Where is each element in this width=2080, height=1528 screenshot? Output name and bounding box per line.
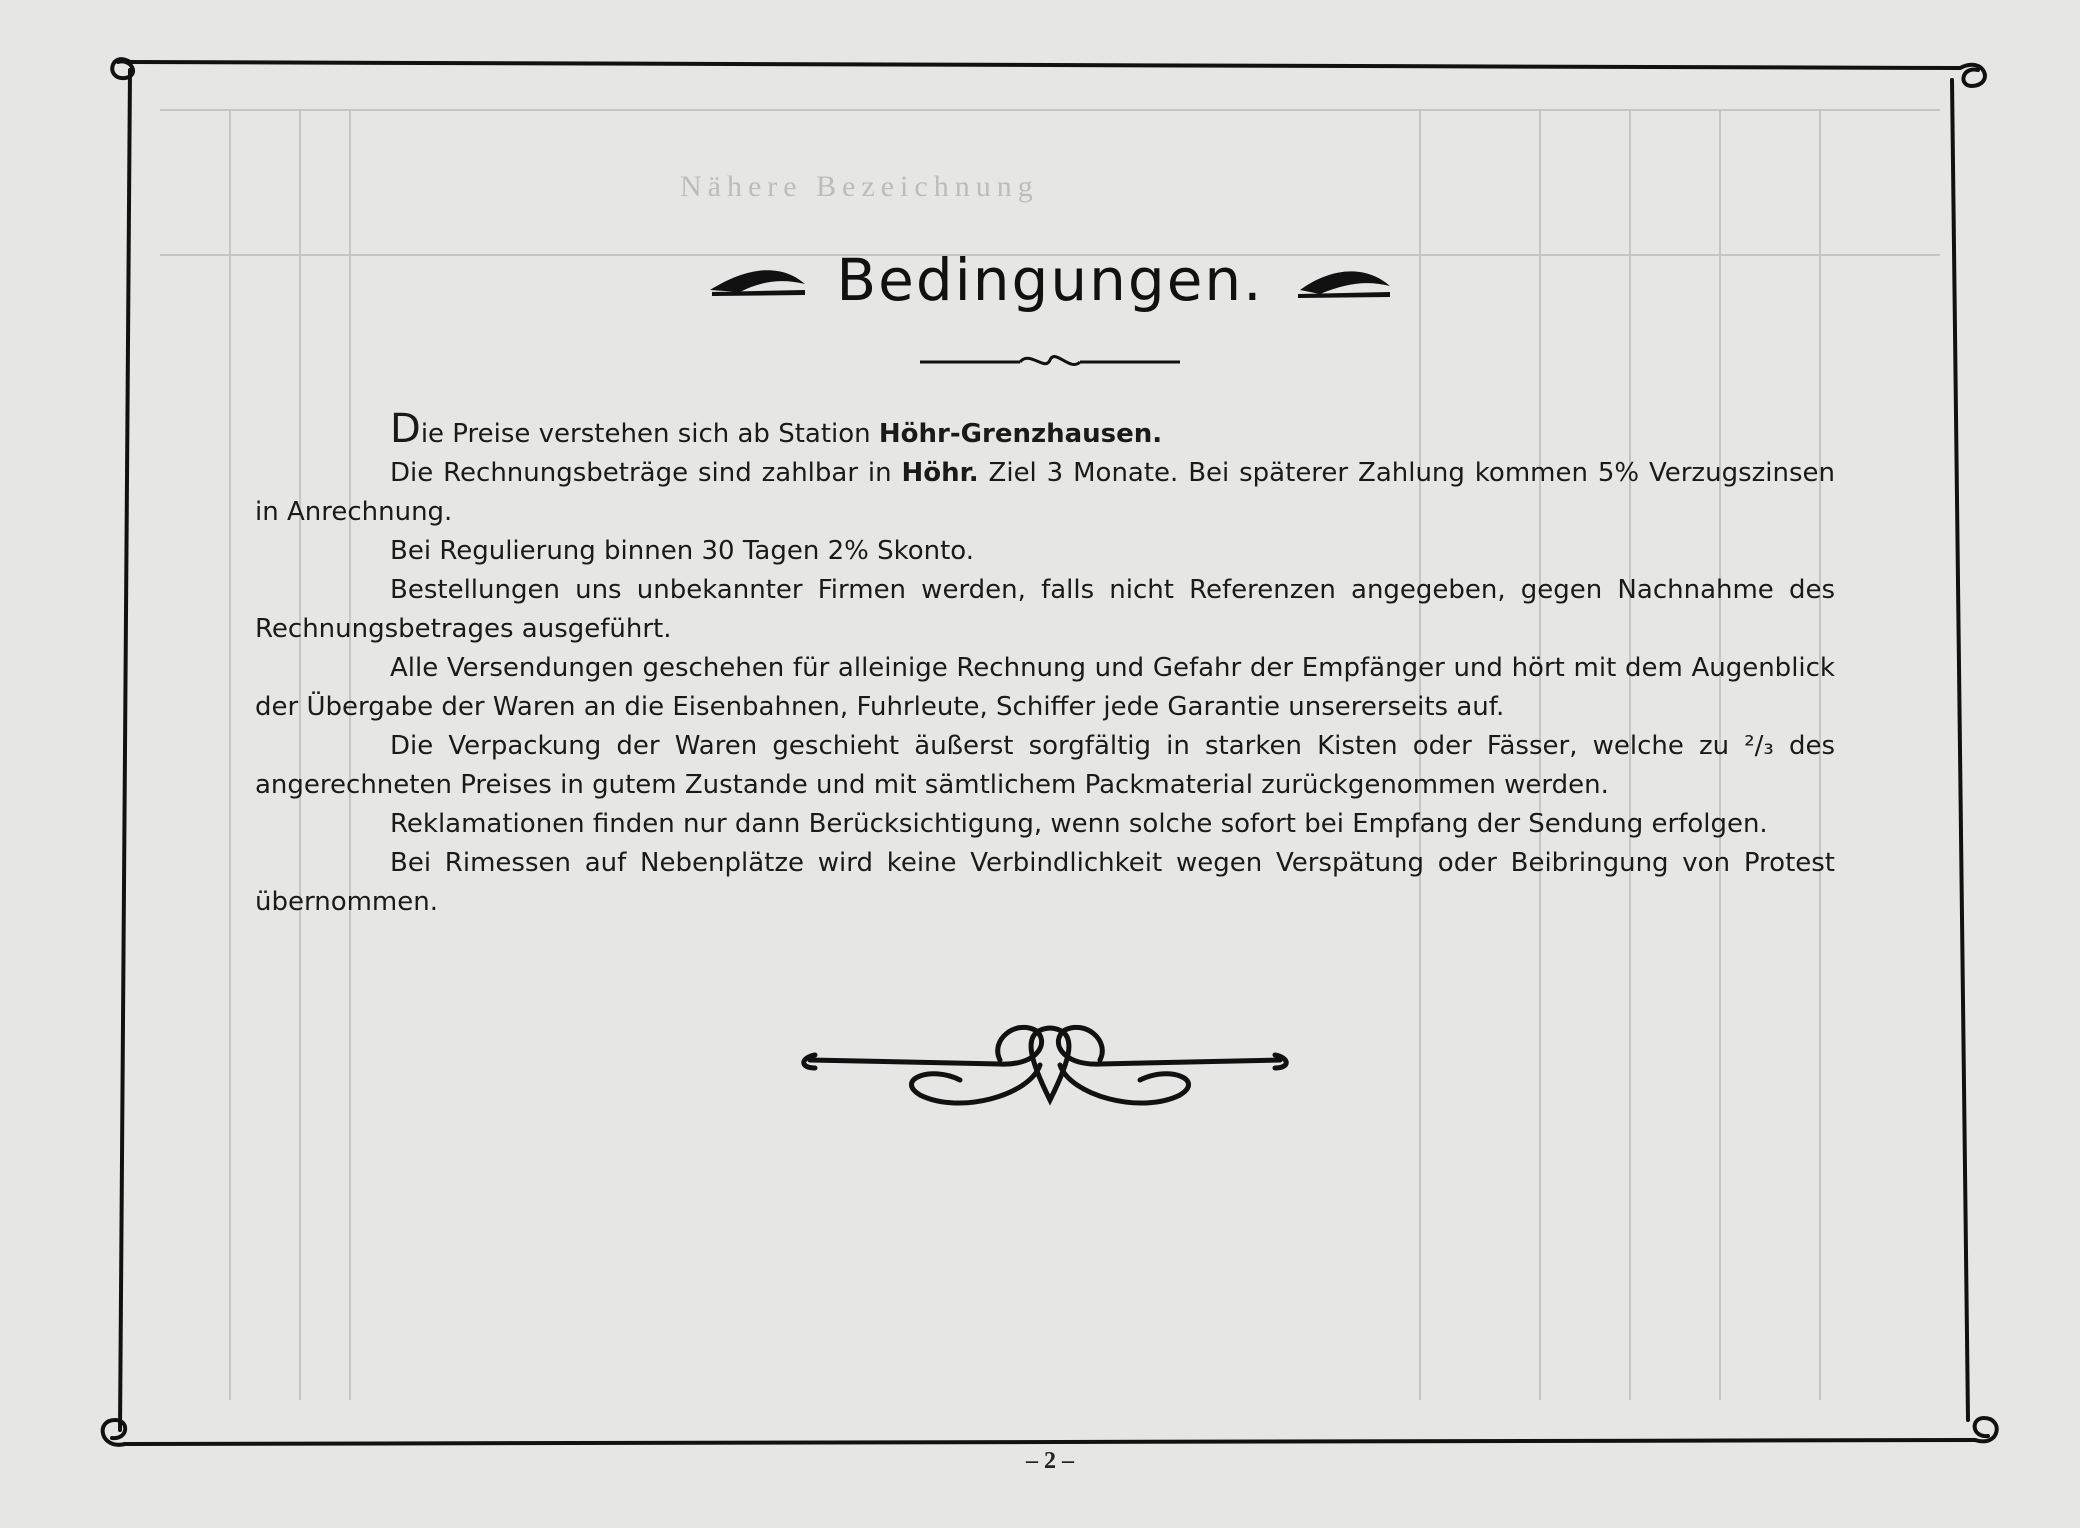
paragraph-packaging: Die Verpackung der Waren geschieht äußerst sorgfältig in starken Kisten oder Fässer, welche zu ²/₃ des angerechneten Preises in gutem Zustande und mit sämtlichem Packmaterial zurückgenommen werden. — [255, 731, 1835, 800]
paragraph-prices: Die Preise verstehen sich ab Station Höhr-Grenzhausen. — [390, 406, 1163, 452]
conditions-text — [255, 406, 1835, 922]
page-title: Bedingungen. — [836, 246, 1264, 314]
paragraph-shipping: Alle Versendungen geschehen für alleinige Rechnung und Gefahr der Empfänger und hört mit dem Augenblick der Übergabe der Waren an die Eisenbahnen, Fuhrleute, Schiffer jede Garantie unsererseits auf. — [255, 653, 1835, 722]
paragraph-remittances: Bei Rimessen auf Nebenplätze wird keine Verbindlichkeit wegen Verspätung oder Beibringung von Protest übernommen. — [255, 848, 1835, 917]
paragraph-orders: Bestellungen uns unbekannter Firmen werden, falls nicht Referenzen angegeben, gegen Nachnahme des Rechnungsbetrages ausgeführt. — [255, 575, 1835, 644]
title-flourish — [920, 357, 1180, 365]
paragraph-payment: Die Rechnungsbeträge sind zahlbar in Höhr. Ziel 3 Monate. Bei späterer Zahlung kommen 5% Verzugszinsen in Anrechnung. — [255, 458, 1835, 527]
page-number: – 2 – — [1026, 1448, 1074, 1474]
paragraph-discount: Bei Regulierung binnen 30 Tagen 2% Skonto. — [390, 536, 975, 566]
paragraph-complaints: Reklamationen finden nur dann Berücksichtigung, wenn solche sofort bei Empfang der Sendung erfolgen. — [390, 809, 1768, 839]
bleed-through-heading: Nähere Bezeichnung — [680, 170, 1039, 203]
bottom-ornament — [804, 1027, 1287, 1103]
